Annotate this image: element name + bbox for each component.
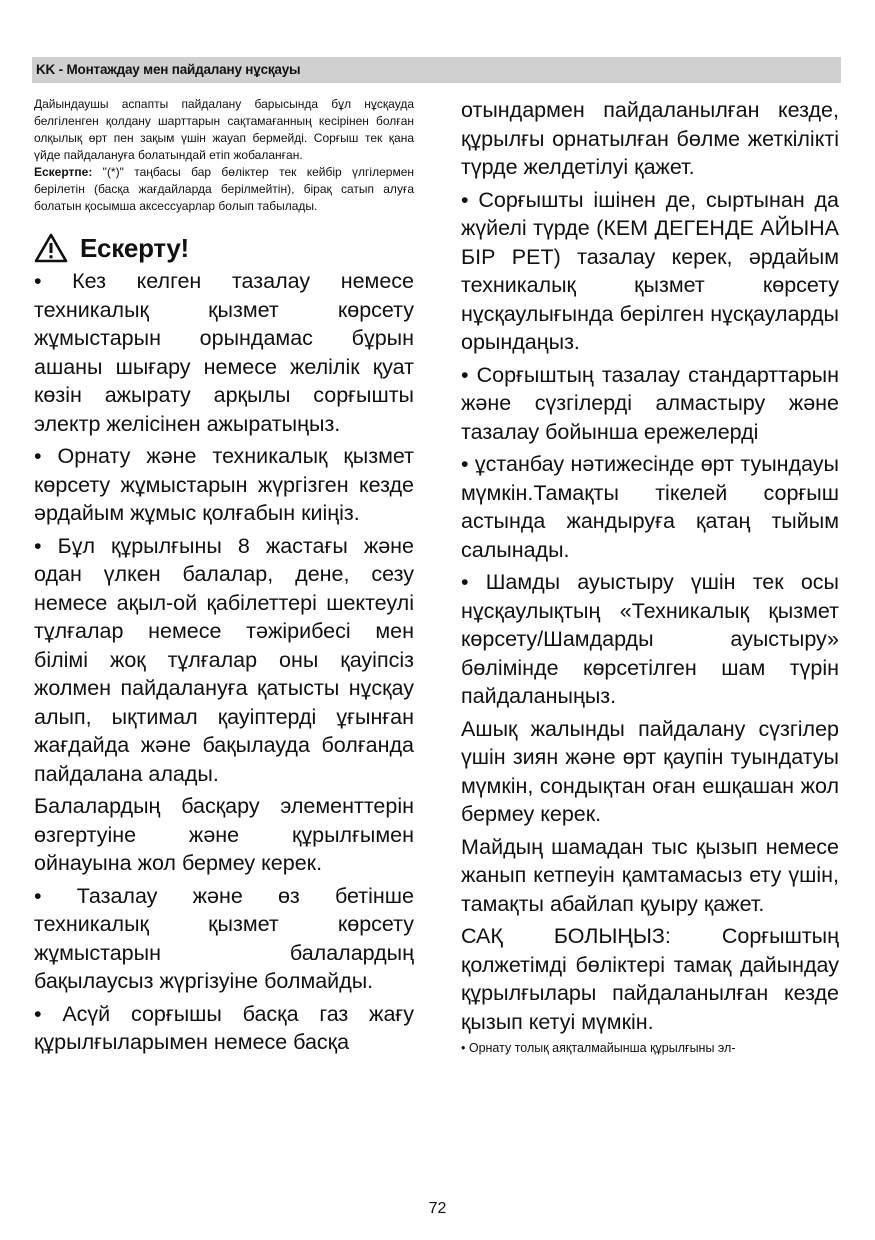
right-paragraph: Майдың шамадан тыс қызып немесе жанып кетпеуін қамтамасыз ету үшін, тамақты абайлап қуыру қажет.	[461, 834, 839, 916]
right-paragraph: • Сорғышты ішінен де, сыртынан да жүйелі түрде (КЕМ ДЕГЕНДЕ АЙЫНА БІР РЕТ) тазалау керек, әрдайым техникалық қызмет көрсету нұсқаулығында берілген нұсқауларды орындаңыз.	[461, 187, 839, 354]
right-last-small-line: • Орнату толық аяқталмайынша құрылғыны эл-	[461, 1041, 736, 1055]
right-paragraph: отындармен пайдаланылған кезде, құрылғы орнатылған бөлме жеткілікті түрде желдетілуі қажет.	[461, 98, 839, 179]
right-paragraph: Ашық жалынды пайдалану сүзгілер үшін зиян және өрт қаупін туындатуы мүмкін, сондықтан оған ешқашан жол бермеу керек.	[461, 716, 839, 826]
right-paragraph: • ұстанбау нәтижесінде өрт туындауы мүмкін.Тамақты тікелей сорғыш астында жандыруға қатаң тыйым салынады.	[461, 452, 839, 562]
left-paragraph: • Кез келген тазалау немесе техникалық қызмет көрсету жұмыстарын орындамас бұрын ашаны шығару немесе желілік қуат көзін ажырату арқылы сорғышты электр желісінен ажыратыңыз.	[34, 269, 414, 436]
left-paragraph: • Бұл құрылғыны 8 жастағы және одан үлкен балалар, дене, сезу немесе ақыл-ой қабілеттері шектеулі тұлғалар немесе тәжірибесі мен білімі жоқ тұлғалар оны қауіпсіз жолмен пайдалануға қатысты нұсқау алып, ықтимал қауіптерді ұғынған жағдайда және бақылауда болғанда пайдалана алады.	[34, 533, 414, 786]
left-column	[34, 96, 414, 1061]
intro-note	[34, 164, 414, 215]
note-text: "(*)" таңбасы бар бөліктер тек кейбір үлгілермен берілетін (басқа жағдайларда берілмейтін), бірақ сатып алуға болатын қосымша аксессуарлар болып табылады.	[34, 165, 414, 213]
right-paragraph: • Шамды ауыстыру үшін тек осы нұсқаулықтың «Техникалық қызмет көрсету/Шамдарды ауыстыру» бөлімінде көрсетілген шам түрін пайдаланыңыз.	[461, 570, 839, 708]
header-title: KK - Монтаждау мен пайдалану нұсқауы	[36, 62, 301, 77]
warning-title: Ескерту!	[80, 233, 189, 263]
right-paragraph: • Сорғыштың тазалау стандарттарын және сүзгілерді алмастыру және тазалау бойынша ережелерді	[461, 362, 839, 444]
right-paragraphs	[461, 96, 839, 1036]
right-column	[461, 96, 839, 1056]
left-paragraphs	[34, 267, 414, 1057]
left-paragraph: • Орнату және техникалық қызмет көрсету жұмыстарын жүргізген кезде әрдайым жұмыс қолғабын киіңіз.	[34, 444, 414, 525]
left-paragraph: Балалардың басқару элементтерін өзгертуіне және құрылғымен ойнауына жол бермеу керек.	[34, 794, 414, 875]
page-header	[32, 57, 841, 83]
intro-paragraph: Дайындаушы аспапты пайдалану барысында бұл нұсқауда белгіленген қолдану шарттарын сақтамағанның кесірінен болған олқылық өрт пен зақым үшін жауап бермейді. Сорғыш тек қана үйде пайдалануға болатындай етіп жобаланған.	[34, 97, 414, 162]
left-paragraph: • Тазалау және өз бетінше техникалық қызмет көрсету жұмыстарын балалардың бақылаусыз жүргізуіне болмайды.	[34, 883, 414, 993]
left-paragraph: • Асүй сорғышы басқа газ жағу құрылғыларымен немесе басқа	[34, 1001, 414, 1054]
warning-heading	[34, 231, 414, 265]
warning-triangle-icon	[34, 233, 68, 263]
page-number: 72	[428, 1200, 447, 1217]
right-paragraph: САҚ БОЛЫҢЫЗ: Сорғыштың қолжетімді бөліктері тамақ дайындау құрылғылары пайдаланылған кезде қызып кетуі мүмкін.	[461, 924, 839, 1034]
intro-block	[34, 96, 414, 215]
note-label: Ескертпе:	[34, 165, 93, 179]
